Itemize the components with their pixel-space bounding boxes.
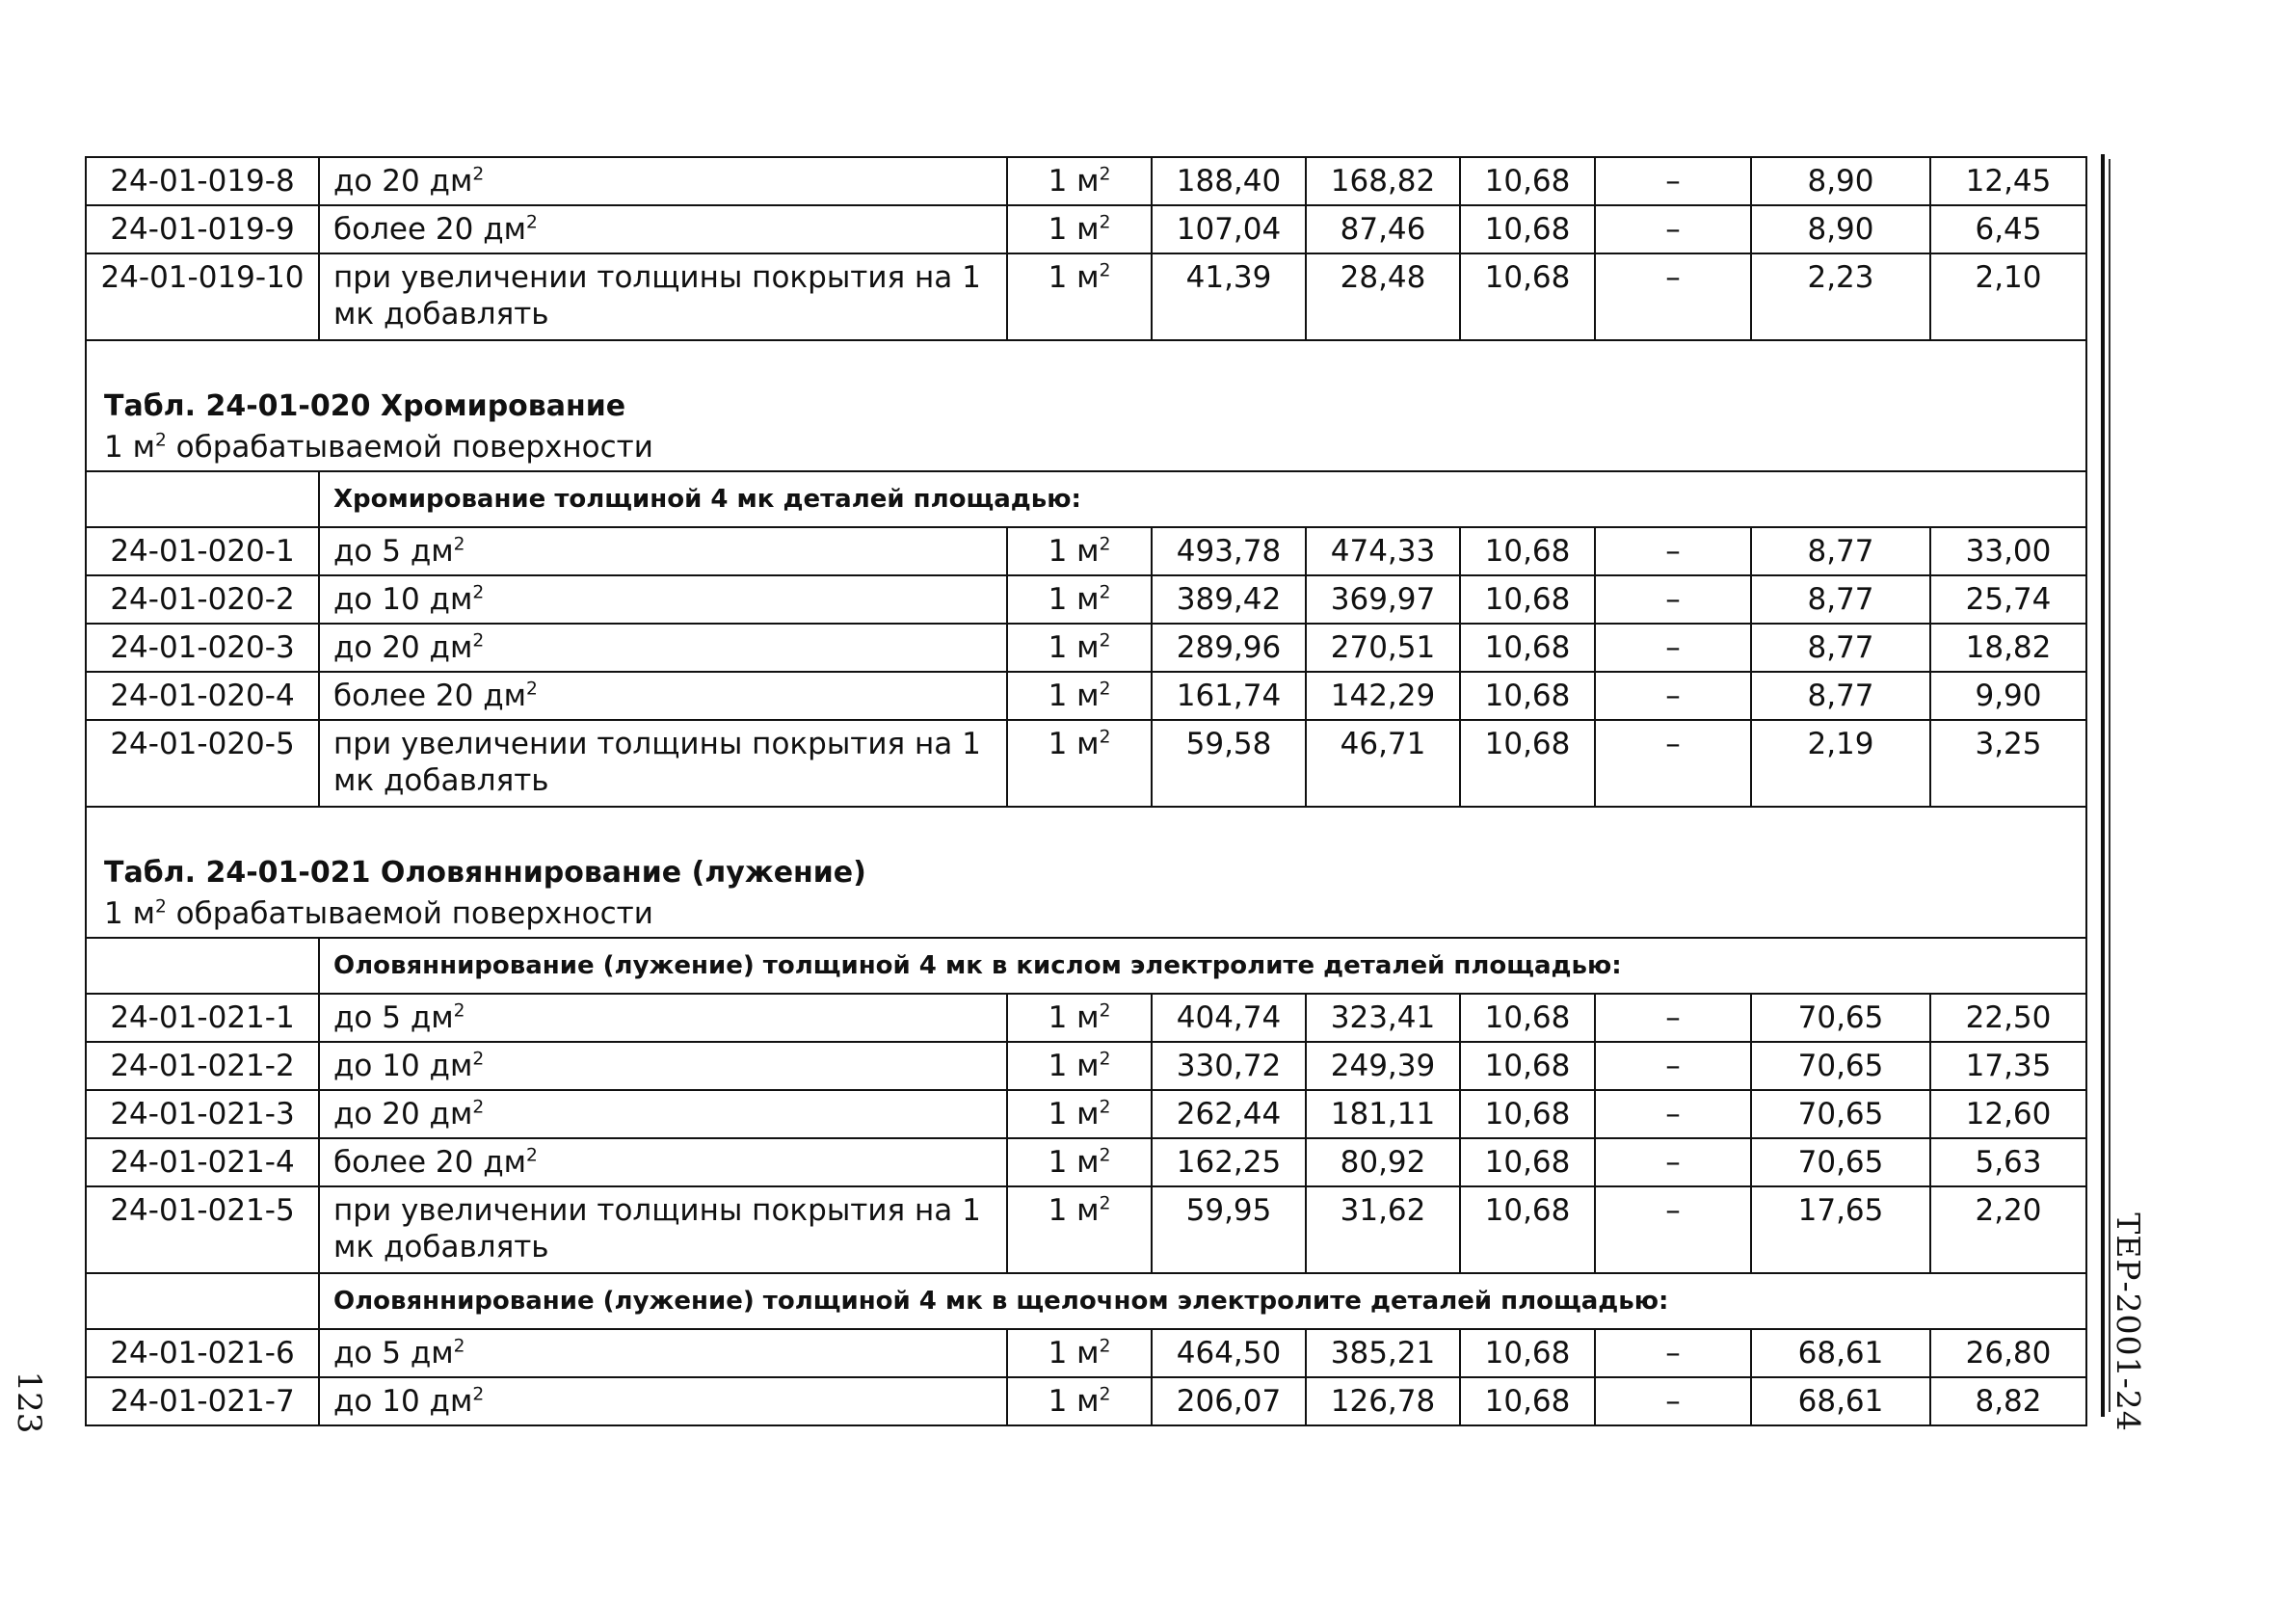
row-unit: 1 $м^2$ bbox=[1007, 527, 1152, 575]
table-row bbox=[86, 1090, 2086, 1138]
row-value: – bbox=[1595, 575, 1751, 624]
group-blank-cell bbox=[86, 938, 319, 994]
row-code: 24-01-019-9 bbox=[86, 205, 319, 253]
row-value: 161,74 bbox=[1152, 672, 1306, 720]
row-description: более 20 $дм^2$ bbox=[319, 672, 1007, 720]
row-value: 17,35 bbox=[1930, 1042, 2086, 1090]
row-unit: 1 $м^2$ bbox=[1007, 1329, 1152, 1377]
row-description: до 10 $дм^2$ bbox=[319, 1042, 1007, 1090]
row-value: 262,44 bbox=[1152, 1090, 1306, 1138]
table-row bbox=[86, 1329, 2086, 1377]
row-value: 9,90 bbox=[1930, 672, 2086, 720]
row-value: 46,71 bbox=[1306, 720, 1460, 807]
row-value: 2,10 bbox=[1930, 253, 2086, 340]
row-value: 8,90 bbox=[1751, 205, 1930, 253]
row-unit: 1 $м^2$ bbox=[1007, 157, 1152, 205]
row-value: – bbox=[1595, 1042, 1751, 1090]
row-value: 249,39 bbox=[1306, 1042, 1460, 1090]
row-value: 33,00 bbox=[1930, 527, 2086, 575]
row-unit: 1 $м^2$ bbox=[1007, 1042, 1152, 1090]
row-description: при увеличении толщины покрытия на 1 мк добавлять bbox=[319, 253, 1007, 340]
row-value: – bbox=[1595, 205, 1751, 253]
row-value: 59,95 bbox=[1152, 1186, 1306, 1273]
row-value: 168,82 bbox=[1306, 157, 1460, 205]
row-value: – bbox=[1595, 157, 1751, 205]
row-value: 3,25 bbox=[1930, 720, 2086, 807]
table-021-title: Табл. 24-01-021 Оловяннирование (лужение) bbox=[104, 856, 866, 890]
table-row bbox=[86, 994, 2086, 1042]
table-020-subtitle: 1 $м^2$ обрабатываемой поверхности bbox=[104, 430, 653, 465]
row-description: более 20 $дм^2$ bbox=[319, 1138, 1007, 1186]
row-unit: 1 $м^2$ bbox=[1007, 624, 1152, 672]
row-value: 68,61 bbox=[1751, 1329, 1930, 1377]
row-value: 31,62 bbox=[1306, 1186, 1460, 1273]
row-code: 24-01-019-8 bbox=[86, 157, 319, 205]
row-unit: 1 $м^2$ bbox=[1007, 253, 1152, 340]
row-unit: 1 $м^2$ bbox=[1007, 720, 1152, 807]
row-value: 10,68 bbox=[1460, 575, 1595, 624]
row-value: 10,68 bbox=[1460, 1090, 1595, 1138]
row-value: 8,77 bbox=[1751, 672, 1930, 720]
row-value: – bbox=[1595, 1186, 1751, 1273]
row-value: 10,68 bbox=[1460, 720, 1595, 807]
row-value: 59,58 bbox=[1152, 720, 1306, 807]
row-value: 28,48 bbox=[1306, 253, 1460, 340]
row-value: 323,41 bbox=[1306, 994, 1460, 1042]
row-value: 26,80 bbox=[1930, 1329, 2086, 1377]
row-unit: 1 $м^2$ bbox=[1007, 205, 1152, 253]
row-value: 2,20 bbox=[1930, 1186, 2086, 1273]
row-value: 12,45 bbox=[1930, 157, 2086, 205]
document-code: ТЕР-2001-24 bbox=[2110, 1212, 2148, 1432]
row-value: 493,78 bbox=[1152, 527, 1306, 575]
table-021-title-cell bbox=[86, 807, 2086, 938]
row-description: при увеличении толщины покрытия на 1 мк добавлять bbox=[319, 720, 1007, 807]
row-value: 8,77 bbox=[1751, 575, 1930, 624]
row-value: 162,25 bbox=[1152, 1138, 1306, 1186]
row-value: 10,68 bbox=[1460, 624, 1595, 672]
row-value: 6,45 bbox=[1930, 205, 2086, 253]
row-value: 330,72 bbox=[1152, 1042, 1306, 1090]
group-label: Хромирование толщиной 4 мк деталей площадью: bbox=[319, 471, 2086, 527]
row-value: 10,68 bbox=[1460, 157, 1595, 205]
row-value: 464,50 bbox=[1152, 1329, 1306, 1377]
row-code: 24-01-021-1 bbox=[86, 994, 319, 1042]
page-number: 123 bbox=[10, 1371, 48, 1434]
row-value: 10,68 bbox=[1460, 1377, 1595, 1425]
row-value: – bbox=[1595, 253, 1751, 340]
row-value: 5,63 bbox=[1930, 1138, 2086, 1186]
group-label: Оловяннирование (лужение) толщиной 4 мк в щелочном электролите деталей площадью: bbox=[319, 1273, 2086, 1329]
row-value: – bbox=[1595, 994, 1751, 1042]
row-value: 385,21 bbox=[1306, 1329, 1460, 1377]
row-value: 10,68 bbox=[1460, 1329, 1595, 1377]
row-code: 24-01-020-3 bbox=[86, 624, 319, 672]
row-value: 289,96 bbox=[1152, 624, 1306, 672]
group-label: Оловяннирование (лужение) толщиной 4 мк в кислом электролите деталей площадью: bbox=[319, 938, 2086, 994]
row-description: более 20 $дм^2$ bbox=[319, 205, 1007, 253]
row-description: до 10 $дм^2$ bbox=[319, 575, 1007, 624]
row-value: 2,23 bbox=[1751, 253, 1930, 340]
row-value: 80,92 bbox=[1306, 1138, 1460, 1186]
row-value: – bbox=[1595, 720, 1751, 807]
row-value: 87,46 bbox=[1306, 205, 1460, 253]
table-row bbox=[86, 527, 2086, 575]
row-code: 24-01-020-4 bbox=[86, 672, 319, 720]
row-value: 369,97 bbox=[1306, 575, 1460, 624]
row-value: 270,51 bbox=[1306, 624, 1460, 672]
row-description: до 5 $дм^2$ bbox=[319, 527, 1007, 575]
row-value: 70,65 bbox=[1751, 1138, 1930, 1186]
group-blank-cell bbox=[86, 471, 319, 527]
table-020-title-cell bbox=[86, 340, 2086, 471]
row-value: 18,82 bbox=[1930, 624, 2086, 672]
row-value: 10,68 bbox=[1460, 672, 1595, 720]
table-row bbox=[86, 253, 2086, 340]
row-code: 24-01-021-7 bbox=[86, 1377, 319, 1425]
table-020-title: Табл. 24-01-020 Хромирование bbox=[104, 389, 626, 423]
table-021-group-acidic bbox=[86, 938, 2086, 994]
table-020-header bbox=[86, 340, 2086, 471]
row-value: – bbox=[1595, 527, 1751, 575]
row-value: 70,65 bbox=[1751, 994, 1930, 1042]
row-value: 8,77 bbox=[1751, 624, 1930, 672]
row-code: 24-01-020-2 bbox=[86, 575, 319, 624]
group-blank-cell bbox=[86, 1273, 319, 1329]
row-value: 10,68 bbox=[1460, 994, 1595, 1042]
table-row bbox=[86, 1377, 2086, 1425]
table-021-group-alkaline bbox=[86, 1273, 2086, 1329]
row-code: 24-01-021-4 bbox=[86, 1138, 319, 1186]
row-value: 10,68 bbox=[1460, 1042, 1595, 1090]
table-row bbox=[86, 720, 2086, 807]
row-unit: 1 $м^2$ bbox=[1007, 1377, 1152, 1425]
row-value: 17,65 bbox=[1751, 1186, 1930, 1273]
row-unit: 1 $м^2$ bbox=[1007, 575, 1152, 624]
row-description: до 10 $дм^2$ bbox=[319, 1377, 1007, 1425]
table-row bbox=[86, 672, 2086, 720]
row-value: 2,19 bbox=[1751, 720, 1930, 807]
price-table bbox=[85, 156, 2087, 1426]
row-description: до 20 $дм^2$ bbox=[319, 157, 1007, 205]
row-value: 404,74 bbox=[1152, 994, 1306, 1042]
row-description: до 5 $дм^2$ bbox=[319, 994, 1007, 1042]
row-value: 10,68 bbox=[1460, 1186, 1595, 1273]
row-value: 107,04 bbox=[1152, 205, 1306, 253]
row-unit: 1 $м^2$ bbox=[1007, 1090, 1152, 1138]
row-value: 41,39 bbox=[1152, 253, 1306, 340]
row-value: 10,68 bbox=[1460, 1138, 1595, 1186]
row-value: 181,11 bbox=[1306, 1090, 1460, 1138]
table-row bbox=[86, 575, 2086, 624]
row-value: 126,78 bbox=[1306, 1377, 1460, 1425]
row-description: при увеличении толщины покрытия на 1 мк добавлять bbox=[319, 1186, 1007, 1273]
table-row bbox=[86, 157, 2086, 205]
table-021-subtitle: 1 $м^2$ обрабатываемой поверхности bbox=[104, 896, 653, 931]
row-value: – bbox=[1595, 672, 1751, 720]
row-value: 25,74 bbox=[1930, 575, 2086, 624]
row-value: 8,77 bbox=[1751, 527, 1930, 575]
row-value: 188,40 bbox=[1152, 157, 1306, 205]
row-code: 24-01-019-10 bbox=[86, 253, 319, 340]
row-value: 10,68 bbox=[1460, 253, 1595, 340]
row-value: – bbox=[1595, 624, 1751, 672]
row-value: – bbox=[1595, 1329, 1751, 1377]
row-description: до 5 $дм^2$ bbox=[319, 1329, 1007, 1377]
row-description: до 20 $дм^2$ bbox=[319, 624, 1007, 672]
row-value: 389,42 bbox=[1152, 575, 1306, 624]
row-code: 24-01-021-5 bbox=[86, 1186, 319, 1273]
row-value: 10,68 bbox=[1460, 527, 1595, 575]
row-code: 24-01-021-2 bbox=[86, 1042, 319, 1090]
table-row bbox=[86, 1042, 2086, 1090]
row-unit: 1 $м^2$ bbox=[1007, 672, 1152, 720]
row-value: 22,50 bbox=[1930, 994, 2086, 1042]
row-value: 8,82 bbox=[1930, 1377, 2086, 1425]
row-value: – bbox=[1595, 1138, 1751, 1186]
row-value: 474,33 bbox=[1306, 527, 1460, 575]
table-020-group bbox=[86, 471, 2086, 527]
row-unit: 1 $м^2$ bbox=[1007, 1186, 1152, 1273]
row-value: 70,65 bbox=[1751, 1042, 1930, 1090]
table-row bbox=[86, 205, 2086, 253]
row-code: 24-01-020-1 bbox=[86, 527, 319, 575]
row-value: 206,07 bbox=[1152, 1377, 1306, 1425]
row-description: до 20 $дм^2$ bbox=[319, 1090, 1007, 1138]
row-code: 24-01-021-3 bbox=[86, 1090, 319, 1138]
table-row bbox=[86, 1186, 2086, 1273]
row-value: 8,90 bbox=[1751, 157, 1930, 205]
row-code: 24-01-021-6 bbox=[86, 1329, 319, 1377]
row-value: – bbox=[1595, 1377, 1751, 1425]
row-unit: 1 $м^2$ bbox=[1007, 994, 1152, 1042]
row-value: 12,60 bbox=[1930, 1090, 2086, 1138]
row-unit: 1 $м^2$ bbox=[1007, 1138, 1152, 1186]
table-row bbox=[86, 624, 2086, 672]
row-value: 142,29 bbox=[1306, 672, 1460, 720]
row-value: 70,65 bbox=[1751, 1090, 1930, 1138]
table-row bbox=[86, 1138, 2086, 1186]
table-021-header bbox=[86, 807, 2086, 938]
row-value: – bbox=[1595, 1090, 1751, 1138]
row-value: 68,61 bbox=[1751, 1377, 1930, 1425]
row-code: 24-01-020-5 bbox=[86, 720, 319, 807]
row-value: 10,68 bbox=[1460, 205, 1595, 253]
